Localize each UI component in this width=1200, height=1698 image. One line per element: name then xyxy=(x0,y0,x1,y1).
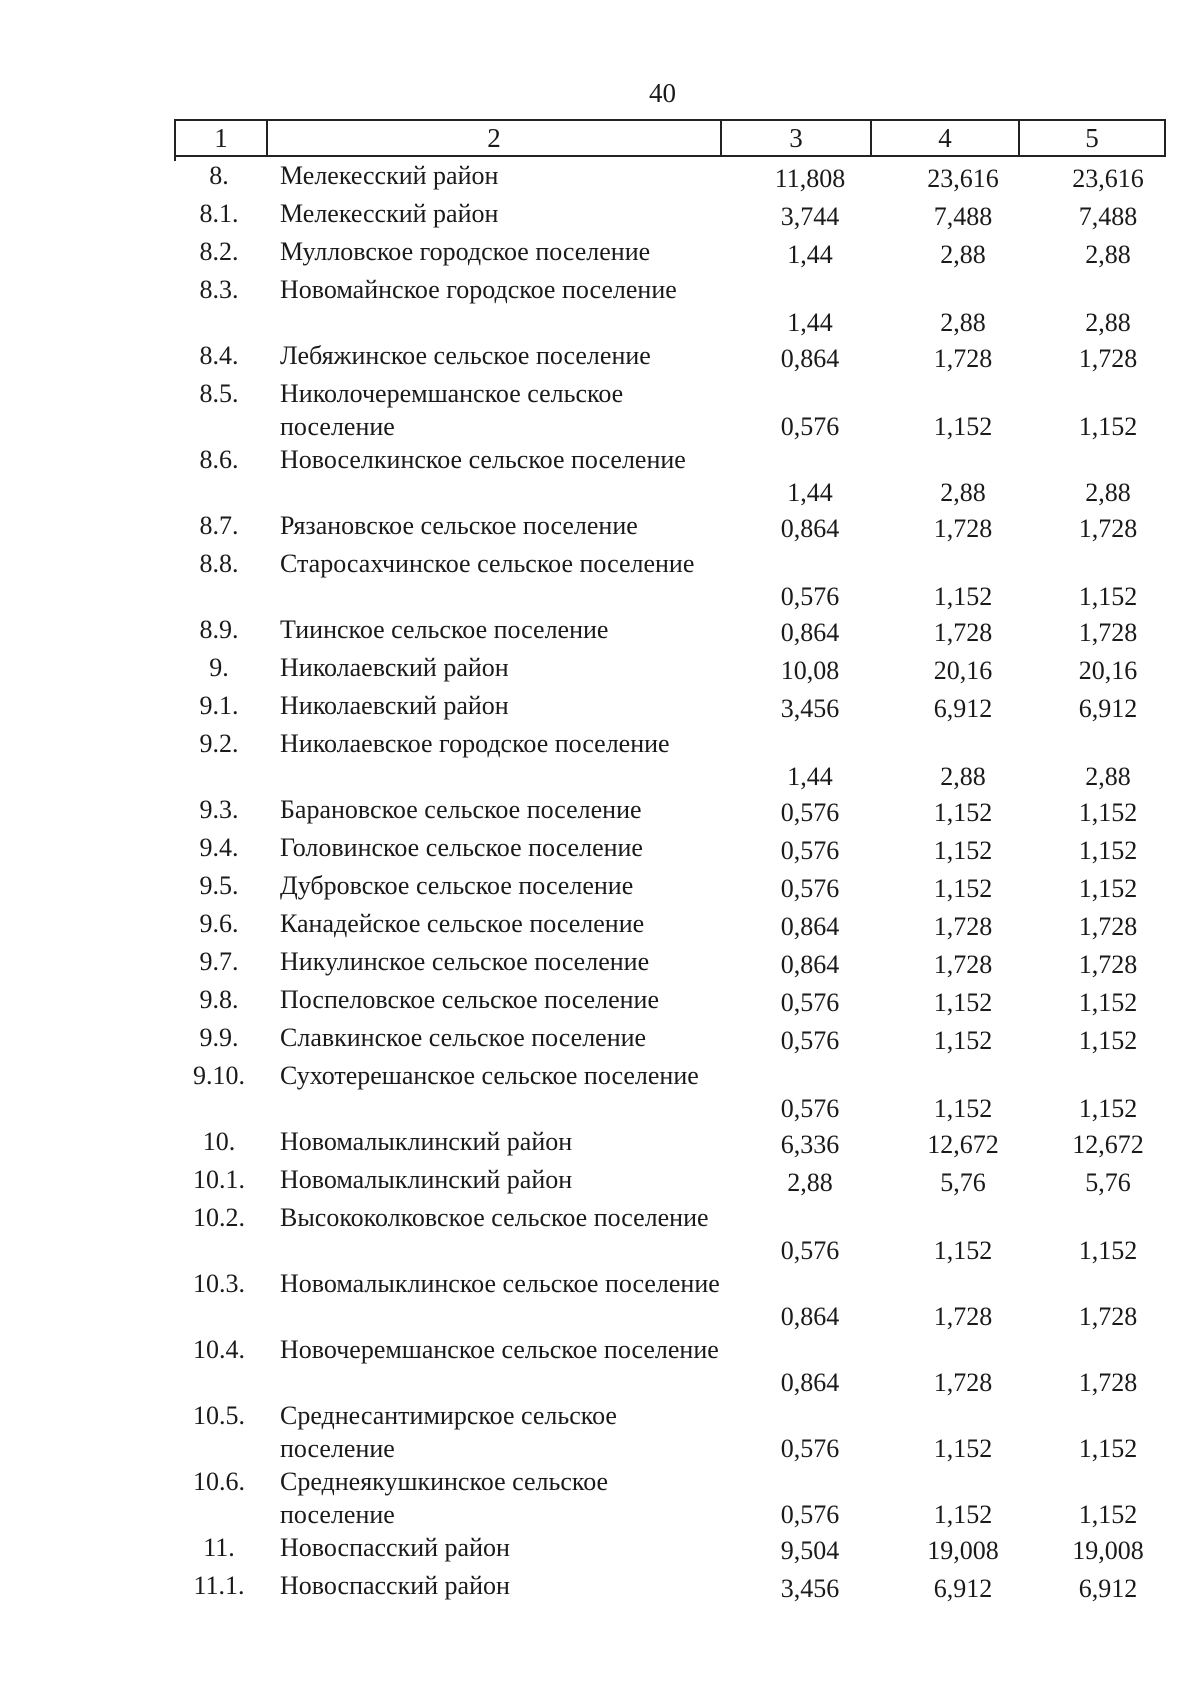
row-col-5: 2,88 xyxy=(1085,308,1131,337)
row-col-3: 2,88 xyxy=(787,1168,833,1197)
row-number: 9.2. xyxy=(199,729,239,758)
row-col-3: 0,576 xyxy=(780,988,840,1017)
row-number: 10.3. xyxy=(193,1269,245,1298)
row-number: 10. xyxy=(202,1127,236,1156)
row-number: 10.1. xyxy=(193,1165,245,1194)
row-col-5: 1,728 xyxy=(1078,950,1138,979)
table-row xyxy=(174,1399,1176,1465)
row-col-3: 10,08 xyxy=(780,656,840,685)
row-col-5: 1,152 xyxy=(1078,798,1138,827)
header-col-4: 4 xyxy=(871,120,1019,156)
row-number: 9.3. xyxy=(199,795,239,824)
row-name: Среднесантимирское сельское поселение xyxy=(280,1401,617,1463)
row-name: Барановское сельское поселение xyxy=(280,795,642,824)
row-name: Среднеякушкинское сельское поселение xyxy=(280,1467,609,1529)
row-number: 8.8. xyxy=(199,549,239,578)
table-row xyxy=(174,509,1176,547)
row-name: Николаевское городское поселение xyxy=(280,729,670,758)
row-col-4: 7,488 xyxy=(933,202,993,231)
row-col-3: 0,576 xyxy=(780,836,840,865)
row-number: 9.6. xyxy=(199,909,239,938)
row-name: Николаевский район xyxy=(280,653,509,682)
row-col-4: 1,728 xyxy=(933,1368,993,1397)
row-col-3: 3,744 xyxy=(780,202,840,231)
row-col-4: 20,16 xyxy=(933,656,993,685)
row-col-5: 1,152 xyxy=(1078,988,1138,1017)
row-col-4: 6,912 xyxy=(933,694,993,723)
row-name: Старосахчинское сельское поселение xyxy=(280,549,695,578)
row-col-5: 1,152 xyxy=(1078,874,1138,903)
row-col-5: 6,912 xyxy=(1078,694,1138,723)
table-row xyxy=(174,197,1176,235)
row-col-4: 1,728 xyxy=(933,618,993,647)
row-col-3: 0,576 xyxy=(780,798,840,827)
row-name: Мелекесский район xyxy=(280,199,499,228)
table-row xyxy=(174,651,1176,689)
table-row xyxy=(174,443,1176,509)
row-col-3: 0,576 xyxy=(780,1236,840,1265)
row-name: Новомайнское городское поселение xyxy=(280,275,677,304)
row-col-3: 0,864 xyxy=(780,514,840,543)
row-col-5: 1,152 xyxy=(1078,412,1138,441)
row-col-5: 7,488 xyxy=(1078,202,1138,231)
row-col-4: 12,672 xyxy=(927,1130,999,1159)
row-col-4: 1,152 xyxy=(933,798,993,827)
row-name: Никулинское сельское поселение xyxy=(280,947,650,976)
table-row xyxy=(174,377,1176,443)
header-col-3: 3 xyxy=(721,120,871,156)
row-name: Поспеловское сельское поселение xyxy=(280,985,660,1014)
row-col-3: 0,864 xyxy=(780,1368,840,1397)
row-number: 8.1. xyxy=(199,199,239,228)
row-col-5: 1,728 xyxy=(1078,1302,1138,1331)
row-col-5: 23,616 xyxy=(1072,164,1144,193)
row-col-4: 1,152 xyxy=(933,412,993,441)
row-number: 10.4. xyxy=(193,1335,245,1364)
header-col-2: 2 xyxy=(267,120,721,156)
table-row xyxy=(174,689,1176,727)
row-col-4: 1,728 xyxy=(933,344,993,373)
row-number: 11.1. xyxy=(193,1571,245,1600)
table-row xyxy=(174,1201,1176,1267)
row-col-4: 1,152 xyxy=(933,836,993,865)
row-col-4: 5,76 xyxy=(940,1168,986,1197)
row-name: Мулловское городское поселение xyxy=(280,237,651,266)
row-number: 8.3. xyxy=(199,275,239,304)
row-name: Рязановское сельское поселение xyxy=(280,511,638,540)
row-col-4: 1,728 xyxy=(933,514,993,543)
row-number: 8.5. xyxy=(199,379,239,408)
row-name: Николаевский район xyxy=(280,691,509,720)
row-number: 10.5. xyxy=(193,1401,245,1430)
row-number: 9. xyxy=(209,653,229,682)
row-name: Новомалыклинский район xyxy=(280,1165,573,1194)
row-number: 8.4. xyxy=(199,341,239,370)
row-col-5: 1,728 xyxy=(1078,1368,1138,1397)
row-name: Новомалыклинское сельское поселение xyxy=(280,1269,720,1298)
row-col-5: 1,728 xyxy=(1078,514,1138,543)
row-name: Тиинское сельское поселение xyxy=(280,615,609,644)
row-name: Новочеремшанское сельское поселение xyxy=(280,1335,719,1364)
row-col-3: 0,576 xyxy=(780,874,840,903)
table-row xyxy=(174,945,1176,983)
row-col-3: 0,864 xyxy=(780,618,840,647)
table-row xyxy=(174,983,1176,1021)
row-col-5: 1,152 xyxy=(1078,1094,1138,1123)
row-col-3: 1,44 xyxy=(787,478,833,507)
row-number: 9.7. xyxy=(199,947,239,976)
row-col-5: 19,008 xyxy=(1072,1536,1144,1565)
row-col-3: 0,576 xyxy=(780,1094,840,1123)
row-col-3: 11,808 xyxy=(774,164,846,193)
table-row xyxy=(174,1021,1176,1059)
row-name: Сухотерешанское сельское поселение xyxy=(280,1061,699,1090)
table-row xyxy=(174,1333,1176,1399)
row-col-4: 2,88 xyxy=(940,762,986,791)
row-col-5: 1,152 xyxy=(1078,1236,1138,1265)
table-row xyxy=(174,907,1176,945)
row-col-3: 1,44 xyxy=(787,308,833,337)
row-number: 8.9. xyxy=(199,615,239,644)
header-col-1: 1 xyxy=(175,120,267,156)
row-col-5: 6,912 xyxy=(1078,1574,1138,1603)
row-number: 8.6. xyxy=(199,445,239,474)
row-col-5: 1,728 xyxy=(1078,344,1138,373)
row-col-3: 0,576 xyxy=(780,412,840,441)
row-col-3: 9,504 xyxy=(780,1536,840,1565)
row-col-5: 2,88 xyxy=(1085,478,1131,507)
table-row xyxy=(174,1465,1176,1531)
row-col-4: 1,728 xyxy=(933,1302,993,1331)
row-col-5: 1,152 xyxy=(1078,582,1138,611)
row-col-4: 6,912 xyxy=(933,1574,993,1603)
row-col-4: 1,728 xyxy=(933,912,993,941)
table-row xyxy=(174,1163,1176,1201)
row-col-4: 1,152 xyxy=(933,1236,993,1265)
table-row xyxy=(174,1059,1176,1125)
row-name: Канадейское сельское поселение xyxy=(280,909,645,938)
row-col-4: 1,152 xyxy=(933,1026,993,1055)
row-number: 9.10. xyxy=(193,1061,245,1090)
row-col-3: 1,44 xyxy=(787,762,833,791)
row-col-3: 0,864 xyxy=(780,344,840,373)
table-left-border xyxy=(174,119,176,161)
row-col-4: 2,88 xyxy=(940,308,986,337)
row-col-3: 0,864 xyxy=(780,912,840,941)
row-number: 9.1. xyxy=(199,691,239,720)
row-col-4: 1,152 xyxy=(933,1094,993,1123)
row-name: Новоселкинское сельское поселение xyxy=(280,445,686,474)
row-col-5: 1,152 xyxy=(1078,1026,1138,1055)
table-row xyxy=(174,831,1176,869)
row-name: Головинское сельское поселение xyxy=(280,833,643,862)
table-row xyxy=(174,159,1176,197)
table-row xyxy=(174,235,1176,273)
row-number: 8.7. xyxy=(199,511,239,540)
row-number: 10.2. xyxy=(193,1203,245,1232)
row-col-3: 3,456 xyxy=(780,1574,840,1603)
table-row xyxy=(174,793,1176,831)
row-col-4: 1,152 xyxy=(933,1500,993,1529)
row-number: 9.9. xyxy=(199,1023,239,1052)
page-number: 40 xyxy=(649,78,676,108)
table-row xyxy=(174,727,1176,793)
row-col-4: 23,616 xyxy=(927,164,999,193)
row-col-3: 0,864 xyxy=(780,950,840,979)
table-row xyxy=(174,1569,1176,1607)
table-row xyxy=(174,869,1176,907)
row-name: Дубровское сельское поселение xyxy=(280,871,634,900)
row-col-4: 1,152 xyxy=(933,988,993,1017)
table-row xyxy=(174,1267,1176,1333)
row-col-4: 1,152 xyxy=(933,874,993,903)
table-row xyxy=(174,339,1176,377)
table-header xyxy=(174,119,1166,157)
row-name: Новоспасский район xyxy=(280,1533,510,1562)
row-col-3: 0,576 xyxy=(780,582,840,611)
row-col-5: 1,152 xyxy=(1078,1434,1138,1463)
table-row xyxy=(174,547,1176,613)
row-number: 9.5. xyxy=(199,871,239,900)
row-col-3: 0,864 xyxy=(780,1302,840,1331)
row-col-5: 5,76 xyxy=(1085,1168,1131,1197)
row-col-4: 19,008 xyxy=(927,1536,999,1565)
row-name: Николочеремшанское сельское поселение xyxy=(280,379,624,441)
row-col-5: 1,152 xyxy=(1078,836,1138,865)
row-name: Славкинское сельское поселение xyxy=(280,1023,647,1052)
row-name: Новомалыклинский район xyxy=(280,1127,573,1156)
row-col-4: 1,152 xyxy=(933,582,993,611)
row-col-3: 6,336 xyxy=(780,1130,840,1159)
row-number: 8. xyxy=(209,161,229,190)
row-col-3: 1,44 xyxy=(787,240,833,269)
row-col-5: 1,152 xyxy=(1078,1500,1138,1529)
row-number: 8.2. xyxy=(199,237,239,266)
table-row xyxy=(174,1125,1176,1163)
row-number: 10.6. xyxy=(193,1467,245,1496)
row-col-4: 1,152 xyxy=(933,1434,993,1463)
row-col-5: 20,16 xyxy=(1078,656,1138,685)
table-row xyxy=(174,613,1176,651)
row-col-3: 0,576 xyxy=(780,1500,840,1529)
row-col-4: 1,728 xyxy=(933,950,993,979)
row-col-5: 2,88 xyxy=(1085,762,1131,791)
row-col-5: 1,728 xyxy=(1078,618,1138,647)
row-number: 9.4. xyxy=(199,833,239,862)
row-col-4: 2,88 xyxy=(940,240,986,269)
row-col-5: 1,728 xyxy=(1078,912,1138,941)
row-name: Высококолковское сельское поселение xyxy=(280,1203,709,1232)
table-row xyxy=(174,273,1176,339)
row-name: Мелекесский район xyxy=(280,161,499,190)
row-name: Лебяжинское сельское поселение xyxy=(280,341,651,370)
row-number: 11. xyxy=(203,1533,235,1562)
row-col-5: 12,672 xyxy=(1072,1130,1144,1159)
row-col-4: 2,88 xyxy=(940,478,986,507)
header-col-5: 5 xyxy=(1019,120,1165,156)
table-row xyxy=(174,1531,1176,1569)
table-body xyxy=(174,159,1176,1607)
row-col-3: 0,576 xyxy=(780,1026,840,1055)
row-number: 9.8. xyxy=(199,985,239,1014)
row-name: Новоспасский район xyxy=(280,1571,510,1600)
row-col-3: 0,576 xyxy=(780,1434,840,1463)
row-col-5: 2,88 xyxy=(1085,240,1131,269)
row-col-3: 3,456 xyxy=(780,694,840,723)
